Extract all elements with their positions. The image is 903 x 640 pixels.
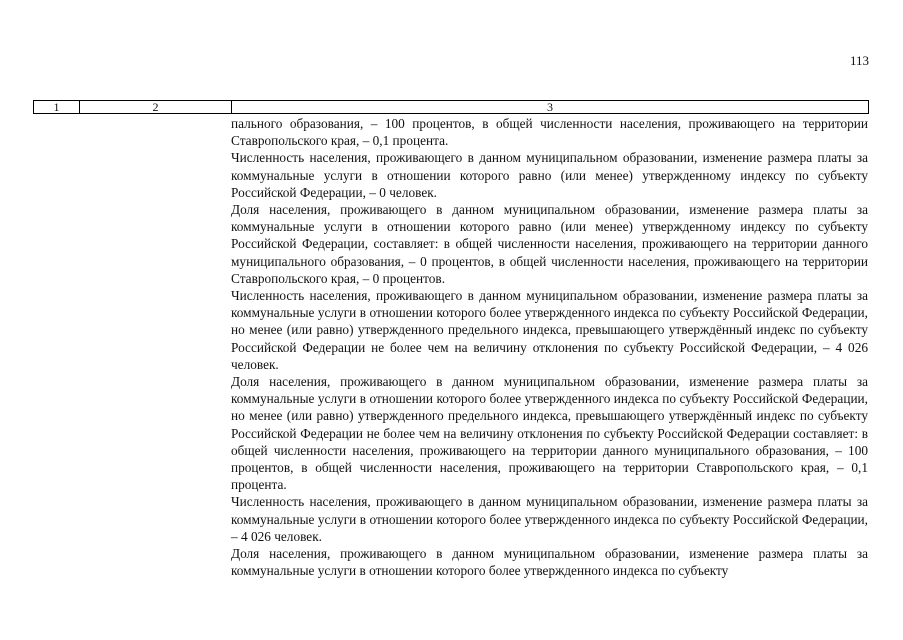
table-header-row (33, 100, 869, 114)
table-header-column-2: 2 (80, 101, 232, 113)
paragraph: Доля населения, проживающего в данном муниципальном образовании, изменение размера платы за коммунальные услуги в отношении которого более утвержденного индекса по субъекту (231, 546, 868, 579)
paragraph: Численность населения, проживающего в данном муниципальном образовании, изменение размера платы за коммунальные услуги в отношении которого равно (или менее) утвержденному индексу по субъекту Российской Федерации, – 0 человек. (231, 150, 868, 200)
paragraph: Доля населения, проживающего в данном муниципальном образовании, изменение размера платы за коммунальные услуги в отношении которого более утвержденного индекса по субъекту Российской Федерации, но менее (или равно) утвержденного предельного индекса, превышающего утверждённый индекс по субъекту Российской Федерации не более чем на величину отклонения по субъекту Российской Федерации составляет: в общей численности населения, проживающего на территории данного муниципального образования, – 100 процентов, в общей численности населения, проживающего на территории Ставропольского края, – 0,1 процента. (231, 374, 868, 493)
table-cell-column-3-text (231, 115, 868, 579)
paragraph: Доля населения, проживающего в данном муниципальном образовании, изменение размера платы за коммунальные услуги в отношении которого равно (или менее) утвержденному индексу по субъекту Российской Федерации, составляет: в общей численности населения, проживающего на территории данного муниципального образования, – 0 процентов, в общей численности населения, проживающего на территории Ставропольского края, – 0 процентов. (231, 202, 868, 286)
table-header-column-3: 3 (547, 100, 553, 114)
paragraph: Численность населения, проживающего в данном муниципальном образовании, изменение размера платы за коммунальные услуги в отношении которого более утвержденного индекса по субъекту Российской Федерации, – 4 026 человек. (231, 494, 868, 544)
paragraph: пального образования, – 100 процентов, в общей численности населения, проживающего на территории Ставропольского края, – 0,1 процента. (231, 116, 868, 149)
paragraph: Численность населения, проживающего в данном муниципальном образовании, изменение размера платы за коммунальные услуги в отношении которого более утвержденного индекса по субъекту Российской Федерации, но менее (или равно) утвержденного предельного индекса, превышающего утверждённый индекс по субъекту Российской Федерации не более чем на величину отклонения по субъекту Российской Федерации, – 4 026 человек. (231, 288, 868, 372)
table-header-column-1: 1 (34, 101, 80, 113)
page-number: 113 (849, 53, 869, 68)
